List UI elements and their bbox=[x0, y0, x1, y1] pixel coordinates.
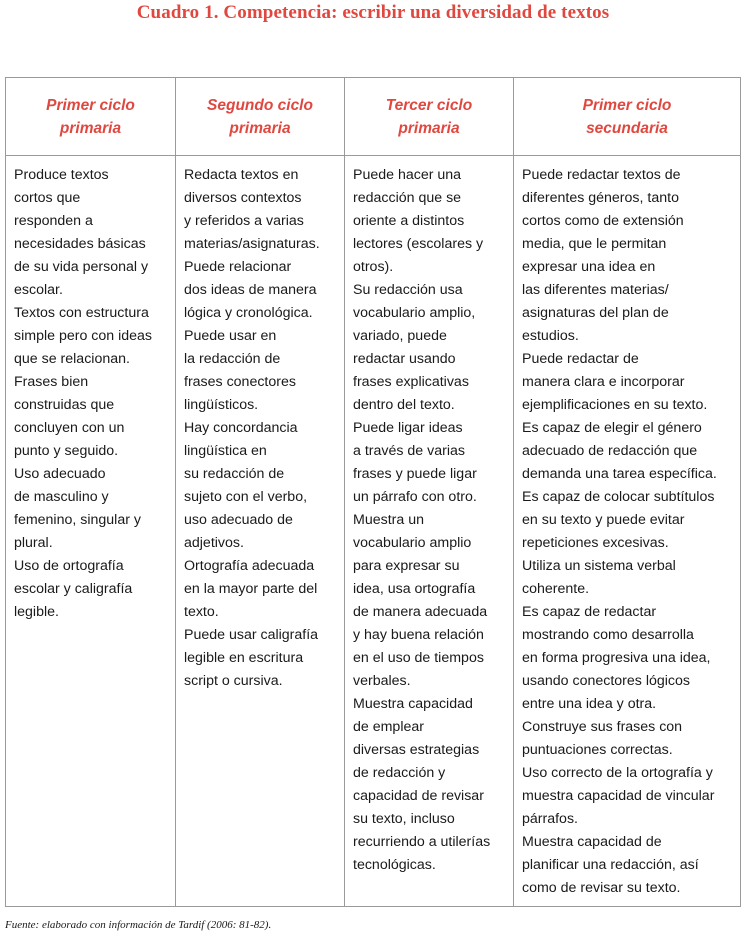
cell-text-line: para expresar su bbox=[353, 558, 460, 574]
cell-text-line: simple pero con ideas bbox=[14, 328, 153, 344]
cell-text-line: vocabulario amplio, bbox=[353, 305, 476, 321]
cell-text-line: repeticiones excesivas. bbox=[522, 535, 669, 551]
cell-text-line: Construye sus frases con bbox=[522, 719, 683, 735]
header-line: Primer ciclo bbox=[46, 96, 135, 114]
cell-text-line: diversos contextos bbox=[184, 190, 302, 206]
cell-text-line: adjetivos. bbox=[184, 535, 244, 551]
table-header-row bbox=[6, 78, 740, 156]
cell-text-line: redactar usando bbox=[353, 351, 456, 367]
cell-text-line: variado, puede bbox=[353, 328, 447, 344]
cell-text-line: Uso adecuado bbox=[14, 466, 106, 482]
cell-text-line: Puede ligar ideas bbox=[353, 420, 463, 436]
cell-text-line: planificar una redacción, así bbox=[522, 857, 699, 873]
cell-text-line: dos ideas de manera bbox=[184, 282, 317, 298]
header-line: primaria bbox=[59, 119, 122, 137]
header-cell-segundo-ciclo-primaria bbox=[175, 78, 344, 155]
cell-text-line: lingüísticos. bbox=[184, 397, 259, 413]
cell-text-line: Uso correcto de la ortografía y bbox=[522, 765, 713, 781]
cell-text-line: Uso de ortografía bbox=[14, 558, 124, 574]
cell-text-line: necesidades básicas bbox=[14, 236, 146, 252]
cell-text-line: script o cursiva. bbox=[184, 673, 283, 689]
header-cell-primer-ciclo-secundaria bbox=[513, 78, 740, 155]
cell-text-line: Puede usar en bbox=[184, 328, 277, 344]
cell-text-line: muestra capacidad de vincular bbox=[522, 788, 715, 804]
table-title: Cuadro 1. Competencia: escribir una diversidad de textos bbox=[136, 2, 610, 23]
cell-text-line: puntuaciones correctas. bbox=[522, 742, 673, 758]
cell-text-line: frases y puede ligar bbox=[353, 466, 477, 482]
cell-text-line: materias/asignaturas. bbox=[184, 236, 320, 252]
header-line: Segundo ciclo bbox=[207, 96, 313, 114]
cell-text-line: y referidos a varias bbox=[184, 213, 304, 229]
cell-text-line: legible en escritura bbox=[184, 650, 304, 666]
cell-text-line: coherente. bbox=[522, 581, 590, 597]
cell-text-line: estudios. bbox=[522, 328, 579, 344]
cell-text-line: lingüística en bbox=[184, 443, 267, 459]
cell-text-line: en forma progresiva una idea, bbox=[522, 650, 711, 666]
cell-text-line: ejemplificaciones en su texto. bbox=[522, 397, 708, 413]
cell-text-line: dentro del texto. bbox=[353, 397, 455, 413]
cell-text-line: de masculino y bbox=[14, 489, 109, 505]
body-cell-primer-ciclo-primaria bbox=[6, 156, 175, 906]
cell-text-line: texto. bbox=[184, 604, 219, 620]
cell-text-line: otros). bbox=[353, 259, 394, 275]
cell-text-line: manera clara e incorporar bbox=[522, 374, 685, 390]
cell-text-line: su redacción de bbox=[184, 466, 285, 482]
cell-text-line: como de revisar su texto. bbox=[522, 880, 681, 896]
cell-text-line: las diferentes materias/ bbox=[522, 282, 669, 298]
cell-text-line: que se relacionan. bbox=[14, 351, 130, 367]
cell-text-line: oriente a distintos bbox=[353, 213, 465, 229]
cell-text-line: idea, usa ortografía bbox=[353, 581, 476, 597]
cell-text-line: de manera adecuada bbox=[353, 604, 488, 620]
cell-text-line: de redacción y bbox=[353, 765, 446, 781]
cell-text-line: diversas estrategias bbox=[353, 742, 480, 758]
cell-text-line: Muestra capacidad bbox=[353, 696, 473, 712]
cell-text-line: asignaturas del plan de bbox=[522, 305, 669, 321]
competency-table bbox=[5, 77, 741, 907]
cell-text-line: plural. bbox=[14, 535, 53, 551]
cell-text-line: cortos como de extensión bbox=[522, 213, 684, 229]
cell-text-line: entre una idea y otra. bbox=[522, 696, 657, 712]
cell-text-line: Es capaz de redactar bbox=[522, 604, 657, 620]
cell-text-line: escolar. bbox=[14, 282, 63, 298]
header-line: primaria bbox=[398, 119, 460, 137]
cell-text-line: su texto, incluso bbox=[353, 811, 455, 827]
cell-text-line: media, que le permitan bbox=[522, 236, 667, 252]
body-cell-tercer-ciclo-primaria bbox=[344, 156, 513, 906]
body-cell-segundo-ciclo-primaria bbox=[175, 156, 344, 906]
cell-text-line: mostrando como desarrolla bbox=[522, 627, 694, 643]
header-line: secundaria bbox=[586, 119, 668, 137]
cell-text-line: tecnológicas. bbox=[353, 857, 436, 873]
cell-text-line: lectores (escolares y bbox=[353, 236, 484, 252]
cell-text-line: la redacción de bbox=[184, 351, 281, 367]
cell-text-line: en la mayor parte del bbox=[184, 581, 318, 597]
cell-text-line: Hay concordancia bbox=[184, 420, 298, 436]
table-body-row bbox=[6, 156, 740, 906]
cell-text-line: uso adecuado de bbox=[184, 512, 293, 528]
cell-text-line: frases explicativas bbox=[353, 374, 469, 390]
cell-text-line: verbales. bbox=[353, 673, 411, 689]
cell-text-line: demanda una tarea específica. bbox=[522, 466, 717, 482]
cell-text-line: Frases bien bbox=[14, 374, 89, 390]
cell-text-line: recurriendo a utilerías bbox=[353, 834, 491, 850]
cell-text-line: Utiliza un sistema verbal bbox=[522, 558, 676, 574]
cell-text-line: Ortografía adecuada bbox=[184, 558, 315, 574]
source-note: Fuente: elaborado con información de Tardif (2006: 81-82). bbox=[5, 919, 272, 931]
cell-text-line: capacidad de revisar bbox=[353, 788, 484, 804]
cell-text-line: Muestra capacidad de bbox=[522, 834, 662, 850]
cell-text-line: Su redacción usa bbox=[353, 282, 463, 298]
cell-text-line: sujeto con el verbo, bbox=[184, 489, 308, 505]
body-cell-primer-ciclo-secundaria bbox=[513, 156, 740, 906]
cell-text-line: Puede relacionar bbox=[184, 259, 292, 275]
cell-text-line: Es capaz de elegir el género bbox=[522, 420, 702, 436]
cell-text-line: a través de varias bbox=[353, 443, 465, 459]
cell-text-line: punto y seguido. bbox=[14, 443, 119, 459]
cell-text-line: femenino, singular y bbox=[14, 512, 141, 528]
cell-text-line: Redacta textos en bbox=[184, 167, 299, 183]
cell-text-line: lógica y cronológica. bbox=[184, 305, 313, 321]
cell-text-line: párrafos. bbox=[522, 811, 578, 827]
header-line: primaria bbox=[229, 119, 291, 137]
cell-text-line: construidas que bbox=[14, 397, 115, 413]
cell-text-line: de emplear bbox=[353, 719, 424, 735]
cell-text-line: en su texto y puede evitar bbox=[522, 512, 685, 528]
cell-text-line: Textos con estructura bbox=[14, 305, 149, 321]
header-line: Tercer ciclo bbox=[385, 96, 473, 114]
header-cell-primer-ciclo-primaria bbox=[6, 78, 175, 155]
cell-text-line: adecuado de redacción que bbox=[522, 443, 698, 459]
cell-text-line: Puede usar caligrafía bbox=[184, 627, 319, 643]
cell-text-line: cortos que bbox=[14, 190, 81, 206]
cell-text-line: responden a bbox=[14, 213, 93, 229]
cell-text-line: Puede redactar textos de bbox=[522, 167, 681, 183]
cell-text-line: diferentes géneros, tanto bbox=[522, 190, 679, 206]
cell-text-line: y hay buena relación bbox=[353, 627, 484, 643]
cell-text-line: usando conectores lógicos bbox=[522, 673, 690, 689]
cell-text-line: un párrafo con otro. bbox=[353, 489, 477, 505]
cell-text-line: de su vida personal y bbox=[14, 259, 149, 275]
cell-text-line: Produce textos bbox=[14, 167, 109, 183]
cell-text-line: frases conectores bbox=[184, 374, 296, 390]
cell-text-line: Puede redactar de bbox=[522, 351, 639, 367]
cell-text-line: concluyen con un bbox=[14, 420, 125, 436]
cell-text-line: en el uso de tiempos bbox=[353, 650, 484, 666]
cell-text-line: Puede hacer una bbox=[353, 167, 462, 183]
cell-text-line: Es capaz de colocar subtítulos bbox=[522, 489, 715, 505]
cell-text-line: expresar una idea en bbox=[522, 259, 656, 275]
header-line: Primer ciclo bbox=[582, 96, 672, 114]
cell-text-line: Muestra un bbox=[353, 512, 424, 528]
cell-text-line: legible. bbox=[14, 604, 59, 620]
cell-text-line: vocabulario amplio bbox=[353, 535, 472, 551]
header-cell-tercer-ciclo-primaria bbox=[344, 78, 513, 155]
cell-text-line: escolar y caligrafía bbox=[14, 581, 133, 597]
cell-text-line: redacción que se bbox=[353, 190, 462, 206]
